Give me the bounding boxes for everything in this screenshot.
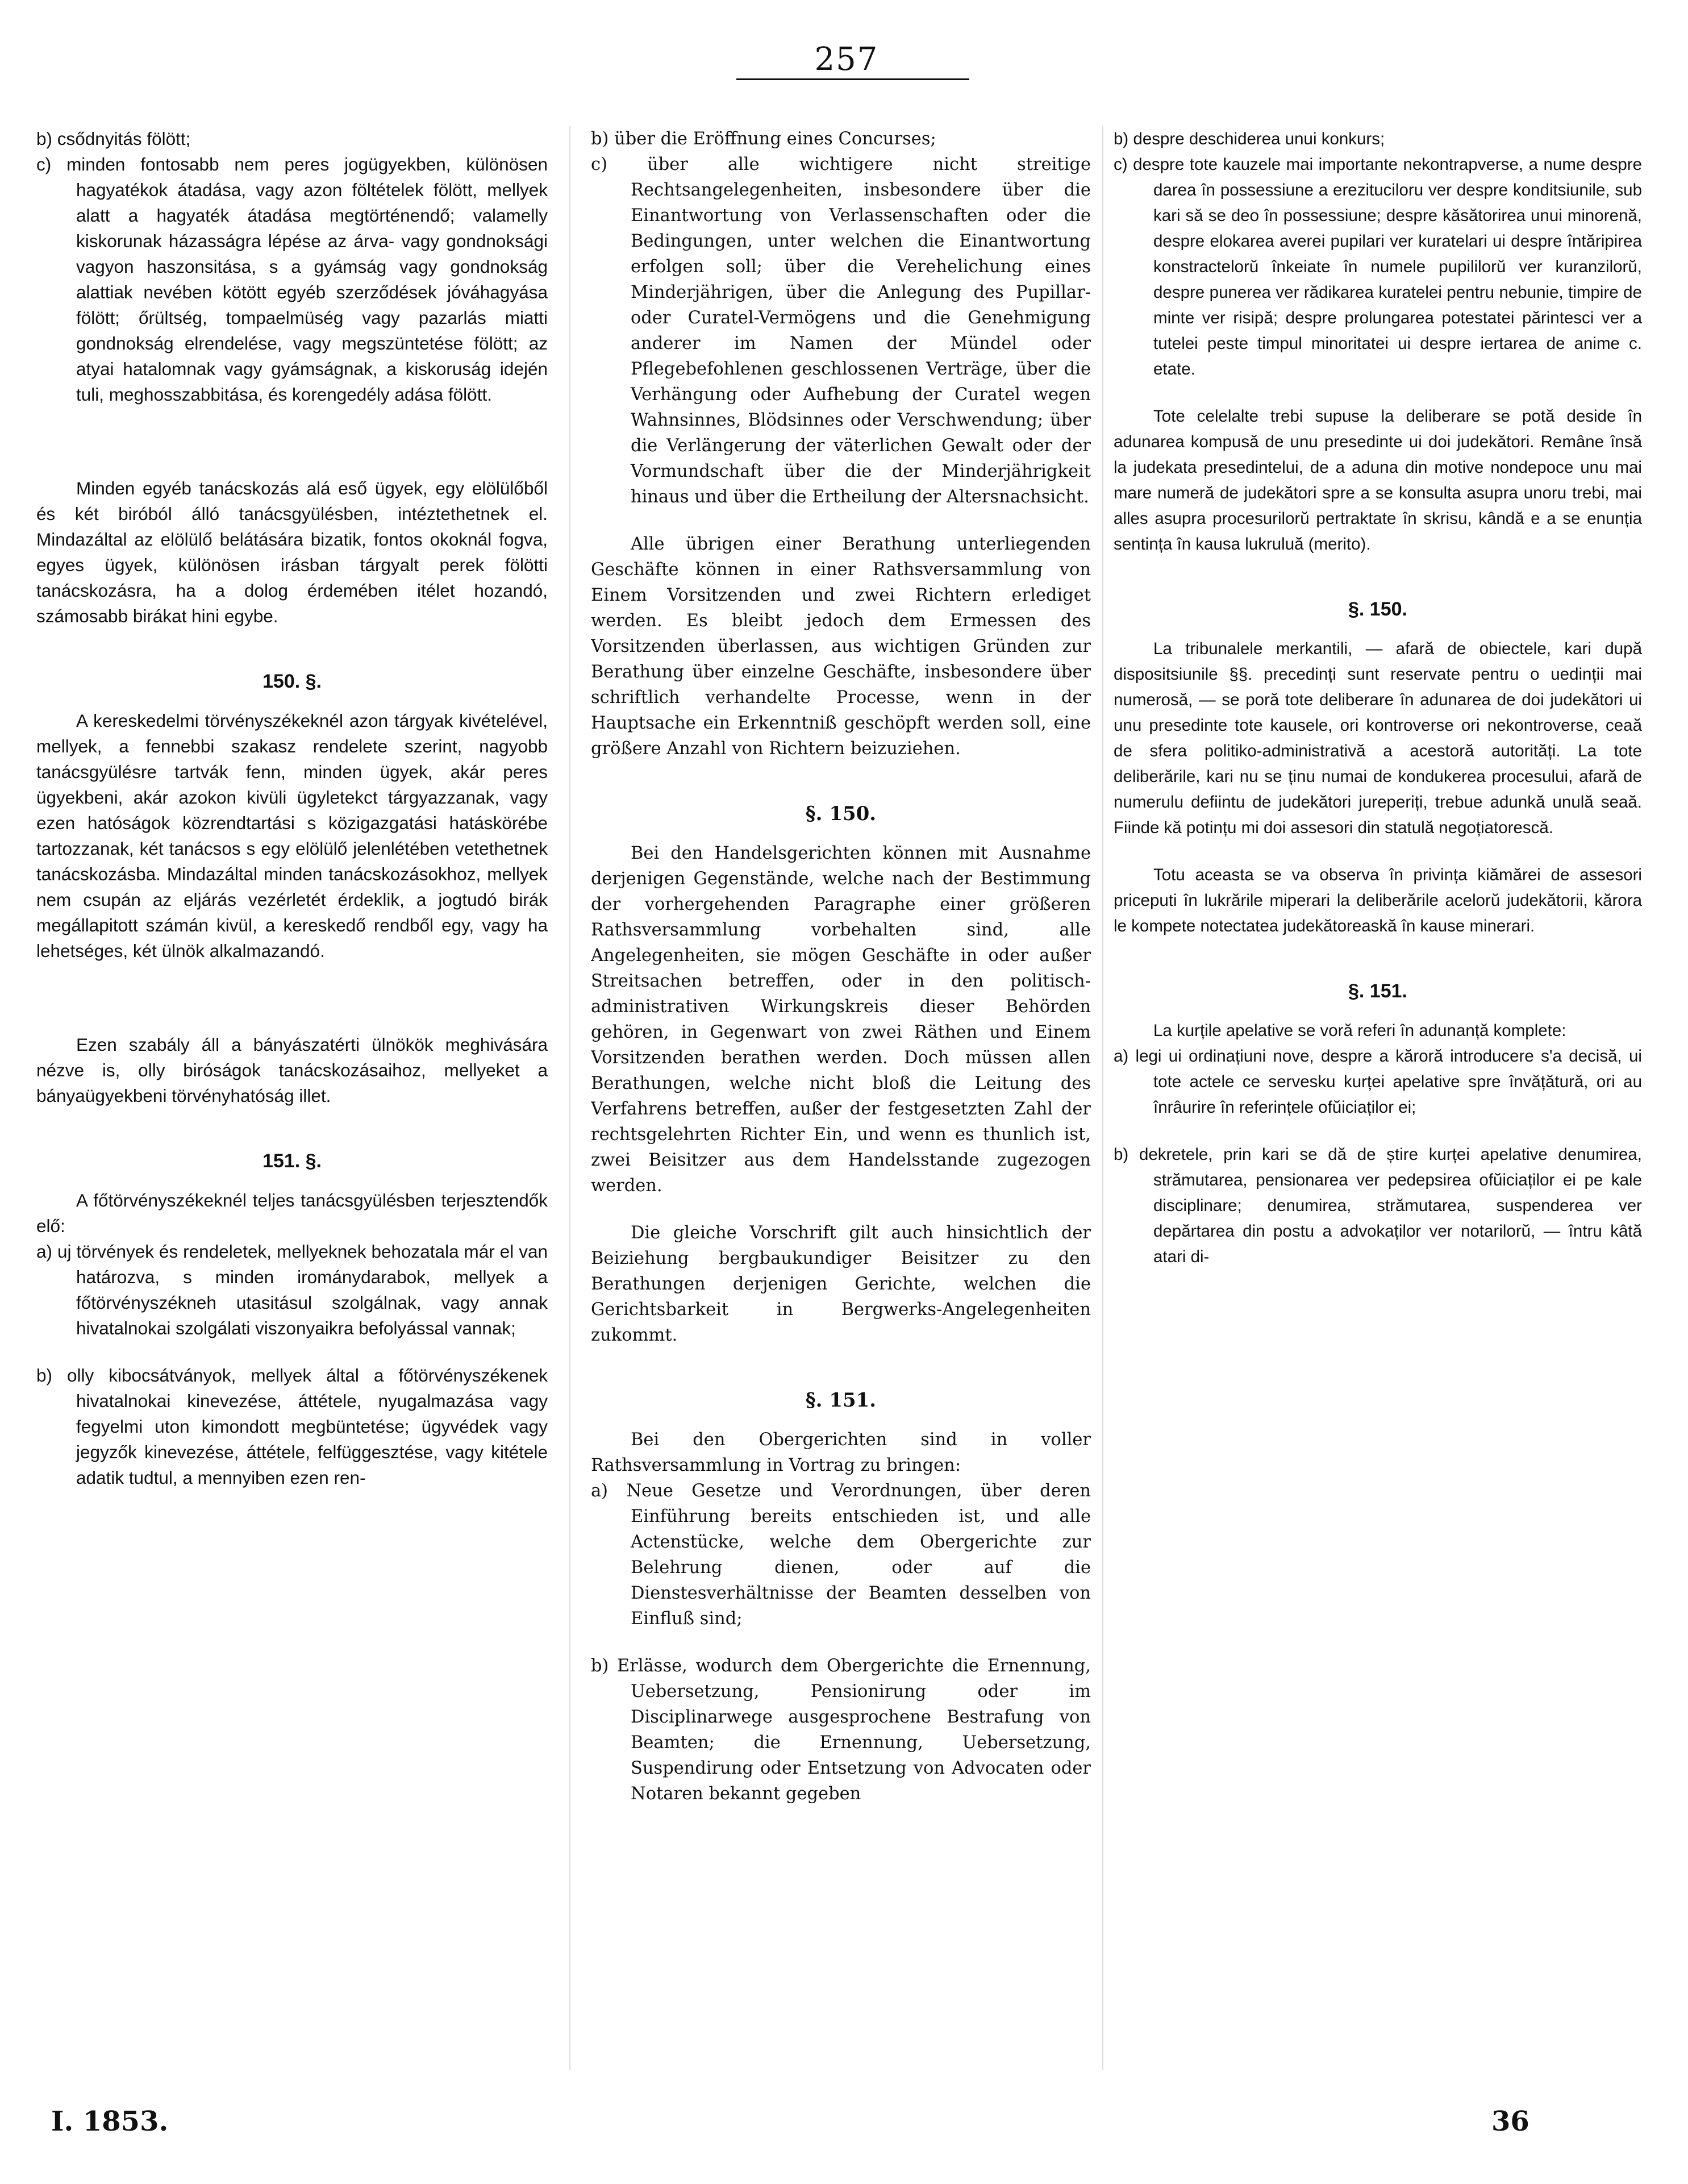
list-item: b) dekretele, prin kari se dă de știre kurței apelative denumirea, strămutarea, pensionarea ver pedepsirea ofŭiciaților ei pe kale disciplinare; denumirea, strămutarea, suspenderea ver depărtarea din postu a advokaților ver notarilorŭ, — întru kâtă atari di- <box>1114 1145 1642 1266</box>
paragraph: A főtörvényszékeknél teljes tanácsgyülésben terjesztendők elő: <box>36 1190 548 1236</box>
section-heading: 150. §. <box>262 671 322 692</box>
section-heading: 151. §. <box>262 1150 322 1172</box>
paragraph: La kurțile apelative se voră referi în adunanță komplete: <box>1153 1021 1566 1040</box>
paragraph: Alle übrigen einer Berathung unterliegenden Geschäfte können in einer Rathsversammlung von Einem Vorsitzenden und zwei Richtern erlediget werden. Es bleibt jedoch dem Ermessen des Vorsitzenden überlassen, aus wichtigen Gründen zur Berathung über einzelne Geschäfte, insbesondere über schriftlich verhandelte Processe, wenn in der Hauptsache ein Erkenntniß geschöpft werden soll, eine größere Anzahl von Richtern beizuziehen. <box>591 534 1091 759</box>
section-heading: §. 150. <box>805 802 877 825</box>
paragraph: Tote celelalte trebi supuse la deliberare se potă deside în adunarea kompusă de unu presedinte ui doi judekători. Remâne însă la judekata presedintelui, de a aduna din motive nondepoce unu mai mare numeră de judekători spre a se konsulta asupra unoru trebi, mai alles asupra procesurilorŭ pertraktate în skrisu, kândă e a se enunția sentința în kausa lukruluă (merito). <box>1114 407 1642 554</box>
list-item: c) minden fontosabb nem peres jogügyekben, különösen hagyatékok átadása, vagy azon föltételek fölött, mellyek alatt a hagyaték átadása megtörténendő; valamelly kiskorunak házasságra lépése az árva- vagy gondnoksági vagyon haszonsitása, s a gyámság vagy gondnokság alattiak nevében kötött egyéb szerződések jóváhagyása fölött; őrültség, tompaelmüség vagy pazarlás miatti gondnokság elrendelése, vagy megszüntetése fölött; az atyai hatalomnak vagy gyámságnak, a kiskoruság idején tuli, meghosszabbitása, és korengedély adása fölött. <box>36 154 548 405</box>
list-item: b) über die Eröffnung eines Concurses; <box>591 129 936 149</box>
section-heading: §. 150. <box>1348 598 1407 620</box>
paragraph: La tribunalele merkantili, — afară de obiectele, kari după dispositsiunile §§. precedinți sunt reservate pentru o uedinții mai numerosă, — se poră tote deliberare în adunarea de doi judekători ui unu presedinte tote kausele, ori kontroverse ori nekontroverse, ceaă de sfera politiko-administrativă a acestoră autorități. La tote deliberările, kari nu se ținu numai de kondukerea procesului, afară de numerulu defiintu de judekători jureperiți, trebue adunkă unulă seaă. Fiinde kă potințu mi doi assesori din statulă negoțiatorescă. <box>1114 639 1642 837</box>
hungarian-column <box>36 126 548 2087</box>
list-item: b) Erlässe, wodurch dem Obergerichte die Ernennung, Uebersetzung, Pensionirung oder im Disciplinarwege ausgesprochene Bestrafung von Beamten; die Ernennung, Uebersetzung, Suspendirung oder Entsetzung von Advocaten oder Notaren bekannt gegeben <box>591 1656 1091 1804</box>
section-heading: §. 151. <box>1348 980 1407 1002</box>
sheet-number: 36 <box>1491 2106 1529 2137</box>
german-column <box>591 126 1091 2087</box>
list-item: c) über alle wichtigere nicht streitige Rechtsangelegenheiten, insbesondere über die Einantwortung von Verlassenschaften oder die Bedingungen, unter welchen die Einantwortung erfolgen soll; über die Verehelichung eines Minderjährigen, über die Anlegung des Pupillar- oder Curatel-Vermögens und die Genehmigung anderer im Namen der Mündel oder Pflegebefohlenen geschlossenen Verträge, über die Verhängung oder Aufhebung der Curatel wegen Wahnsinnes, Blödsinnes oder Verschwendung; über die Verlängerung der väterlichen Gewalt oder der Vormundschaft über die der Minderjährigkeit hinaus und über die Ertheilung der Altersnachsicht. <box>591 155 1091 507</box>
page-number: 257 <box>814 41 879 78</box>
list-item: c) despre tote kauzele mai importante nekontrapverse, a nume despre darea în possessiune a erezituciloru ver despre konditsiunile, sub kari să se deo în possessiune; despre kăsătorirea unui minorenă, despre elokarea averei pupilari ver kuratelari ui despre întăripirea konstractelorŭ înkeiate în numele pupililorŭ ver kuranzilorŭ, despre punerea ver rădikarea kuratelei pentru nebunie, timpire de minte ver risipă; despre prolungarea potestatei părintesci ver a tutelei peste timpul minoritatei ui despre iertarea de anime c. etate. <box>1114 155 1642 378</box>
column-divider-left <box>569 126 570 2070</box>
paragraph: Bei den Obergerichten sind in voller Rathsversammlung in Vortrag zu bringen: <box>591 1430 1091 1475</box>
list-item: a) Neue Gesetze und Verordnungen, über deren Einführung bereits entschieden ist, und alle Actenstücke, welche dem Obergerichte zur Belehrung dienen, oder auf die Dienstesverhältnisse der Beamten desselben von Einfluß sind; <box>591 1481 1091 1629</box>
column-divider-right <box>1102 126 1103 2070</box>
paragraph: Minden egyéb tanácskozás alá eső ügyek, egy elölülőből és két biróból álló tanácsgyülésben, intéztethetnek el. Mindazáltal az elölülő belátására bizatik, fontos okoknál fogva, egyes ügyek, különösen irásban tárgyalt perek fölötti tanácskozásra, ha a dolog érdemében itélet hozandó, számosabb birákat hini egybe. <box>36 478 548 626</box>
list-item: a) legi ui ordinațiuni nove, despre a kăroră introducere s'a decisă, ui tote actele ce servesku kurței apelative spre învățătură, ori au înrâurire în referințele ofŭiciaților ei; <box>1114 1047 1642 1117</box>
section-heading: §. 151. <box>805 1389 877 1412</box>
paragraph: A kereskedelmi törvényszékeknél azon tárgyak kivételével, mellyek, a fennebbi szakasz rendelete szerint, nagyobb tanácsgyülésre tartvák fenn, minden ügyek, akár peres ügyekbeni, akár azokon kivüli ügyletekct tárgyazzanak, vagy ezen hatóságok közrendtartási s közigazgatási hatáskörébe tartozzanak, két tanácsos s egy elölülő jelenlétében vetethetnek tanácskozásba. Mindazáltal minden tanácskozásokhoz, mellyek nem csupán az eljárás vezérletét érdeklik, a jogtudó birák megállapitott számán kivül, a kereskedő rendből egy, vagy ha lehetséges, két ülnök alkalmazandó. <box>36 710 548 961</box>
paragraph: Die gleiche Vorschrift gilt auch hinsichtlich der Beiziehung bergbaukundiger Beisitzer zu den Berathungen derjenigen Gerichte, welchen die Gerichtsbarkeit in Bergwerks-Angelegenheiten zukommt. <box>591 1223 1091 1345</box>
list-item: b) despre deschiderea unui konkurs; <box>1114 130 1385 148</box>
paragraph: Totu aceasta se va observa în privința kiămărei de assesori priceputi în lukrările miperari la deliberările acelorŭ judekătorii, kărora le kompete notectatea judekătoreaskă în kause minerari. <box>1114 866 1642 935</box>
romanian-column <box>1114 126 1642 2087</box>
list-item: b) olly kibocsátványok, mellyek által a főtörvényszékenek hivatalnokai kinevezése, áttétele, nyugalmazása vagy fegyelmi uton kimondott megbüntetése; ügyvédek vagy jegyzők kinevezése, áttétele, felfüggesztése, vagy kitétele adatik tudtul, a mennyiben ezen ren- <box>36 1365 548 1488</box>
paragraph: Bei den Handelsgerichten können mit Ausnahme derjenigen Gegenstände, welche nach der Bestimmung der vorhergehenden Paragraphe einer größeren Rathsversammlung vorbehalten sind, alle Angelegenheiten, sie mögen Geschäfte in oder außer Streitsachen betreffen, oder in den politisch-administrativen Wirkungskreis dieser Behörden gehören, in Gegenwart von zwei Räthen und Einem Vorsitzenden berathen werden. Doch müssen allen Berathungen, welche nicht bloß die Leitung des Verfahrens betreffen, außer der festgesetzten Zahl der rechtsgelehrten Richter Ein, und wenn es thunlich ist, zwei Beisitzer aus dem Handelsstande zugezogen werden. <box>591 843 1091 1196</box>
paragraph: Ezen szabály áll a bányászatérti ülnökök meghivására nézve is, olly biróságok tanácskozásaihoz, mellyeket a bányaügyekbeni törvényhatóság illet. <box>36 1034 548 1106</box>
signature-mark: I. 1853. <box>51 2106 169 2137</box>
list-item: b) csődnyitás fölött; <box>36 128 191 149</box>
list-item: a) uj törvények és rendeletek, mellyeknek behozatala már el van határozva, s minden irománydarabok, mellyek a főtörvényszékneh utasitásul szolgálnak, vagy annak hivatalnokai szolgálati viszonyaikra befolyással vannak; <box>36 1241 548 1338</box>
header-rule <box>736 78 969 80</box>
